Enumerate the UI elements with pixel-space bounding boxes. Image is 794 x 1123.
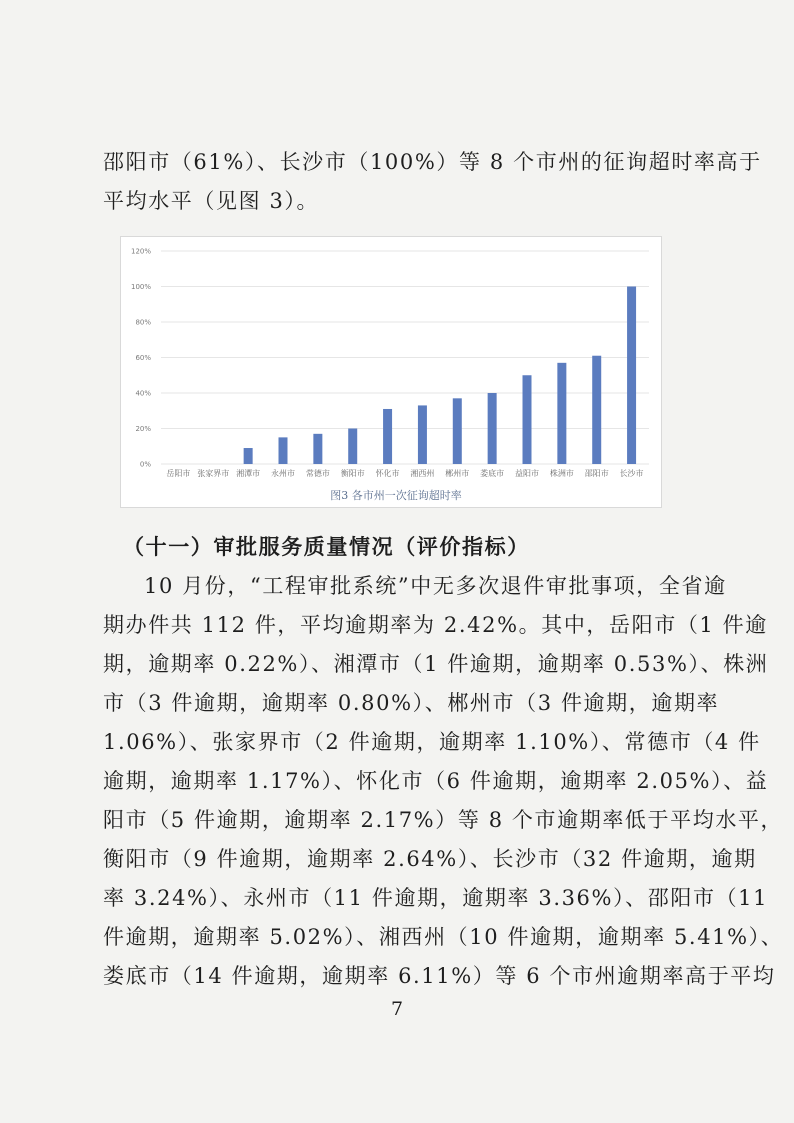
bar xyxy=(279,437,288,464)
y-tick-label: 0% xyxy=(139,460,151,469)
body-line-10: 件逾期，逾期率 5.02%）、湘西州（10 件逾期，逾期率 5.41%）、 xyxy=(103,925,784,949)
bar xyxy=(627,287,636,465)
x-category-label: 娄底市 xyxy=(480,469,505,478)
body-line-2: 期办件共 112 件，平均逾期率为 2.42%。其中，岳阳市（1 件逾 xyxy=(103,613,768,637)
bar xyxy=(557,363,566,464)
y-tick-label: 40% xyxy=(135,389,151,398)
bar xyxy=(418,405,427,464)
intro-line-1: 邵阳市（61%）、长沙市（100%）等 8 个市州的征询超时率高于 xyxy=(103,150,762,174)
body-line-9: 率 3.24%）、永州市（11 件逾期，逾期率 3.36%）、邵阳市（11 xyxy=(103,886,769,910)
bar-chart-figure xyxy=(120,236,662,508)
y-tick-label: 20% xyxy=(135,425,151,433)
page-number: 7 xyxy=(390,998,404,1020)
x-category-label: 湘西州 xyxy=(410,469,435,478)
x-category-label: 常德市 xyxy=(305,469,330,478)
body-line-4: 市（3 件逾期，逾期率 0.80%）、郴州市（3 件逾期，逾期率 xyxy=(103,691,720,715)
x-category-label: 邵阳市 xyxy=(584,469,609,478)
body-line-7: 阳市（5 件逾期，逾期率 2.17%）等 8 个市逾期率低于平均水平， xyxy=(103,808,784,832)
x-category-label: 张家界市 xyxy=(197,469,230,478)
bar xyxy=(592,356,601,464)
body-line-11: 娄底市（14 件逾期，逾期率 6.11%）等 6 个市州逾期率高于平均 xyxy=(103,964,776,988)
bar xyxy=(453,398,462,464)
section-heading: （十一）审批服务质量情况（评价指标） xyxy=(123,534,530,559)
body-line-5: 1.06%）、张家界市（2 件逾期，逾期率 1.10%）、常德市（4 件 xyxy=(103,730,761,754)
bar xyxy=(244,448,253,464)
x-category-label: 衡阳市 xyxy=(340,469,365,478)
bar xyxy=(348,429,357,465)
y-tick-label: 60% xyxy=(135,354,151,362)
bar xyxy=(313,434,322,464)
body-line-8: 衡阳市（9 件逾期，逾期率 2.64%）、长沙市（32 件逾期，逾期 xyxy=(103,847,757,871)
x-category-label: 益阳市 xyxy=(515,469,539,478)
y-tick-label: 100% xyxy=(130,283,151,291)
x-category-label: 怀化市 xyxy=(375,469,400,478)
chart-title: 图3 各市州一次征询超时率 xyxy=(330,489,462,502)
y-tick-label: 80% xyxy=(135,318,151,327)
bar xyxy=(523,375,532,464)
body-line-3: 期，逾期率 0.22%）、湘潭市（1 件逾期，逾期率 0.53%）、株洲 xyxy=(103,652,769,676)
x-category-label: 湘潭市 xyxy=(236,469,261,478)
y-tick-label: 120% xyxy=(130,247,151,256)
x-category-label: 永州市 xyxy=(271,469,295,478)
intro-line-2: 平均水平（见图 3）。 xyxy=(103,189,320,213)
bar-chart xyxy=(121,237,661,507)
x-category-label: 岳阳市 xyxy=(166,469,191,478)
bar xyxy=(383,409,392,464)
x-category-label: 株洲市 xyxy=(549,469,574,478)
bar xyxy=(488,393,497,464)
body-line-6: 逾期，逾期率 1.17%）、怀化市（6 件逾期，逾期率 2.05%）、益 xyxy=(103,769,769,793)
x-category-label: 郴州市 xyxy=(445,469,470,478)
x-category-label: 长沙市 xyxy=(619,469,644,478)
body-line-1: 10 月份，“工程审批系统”中无多次退件审批事项，全省逾 xyxy=(144,574,727,598)
